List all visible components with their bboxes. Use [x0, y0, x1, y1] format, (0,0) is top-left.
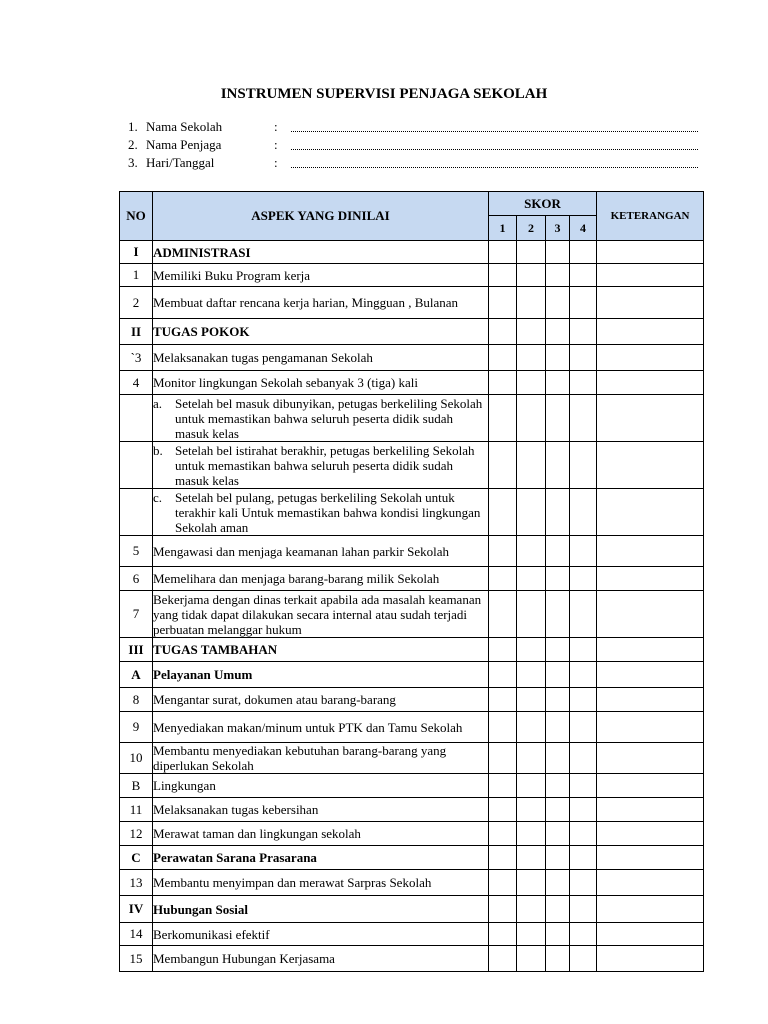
row-number: 1 — [120, 264, 153, 287]
row-number: 4 — [120, 371, 153, 395]
row-aspect: Berkomunikasi efektif — [153, 923, 489, 946]
score-cell-4[interactable] — [570, 395, 597, 442]
table-row — [120, 371, 704, 395]
score-cell-1[interactable] — [489, 712, 517, 743]
table-row — [120, 489, 704, 536]
field-fill-line[interactable] — [291, 149, 698, 150]
row-number: 7 — [120, 591, 153, 638]
keterangan-cell[interactable] — [597, 923, 704, 946]
score-cell-3[interactable] — [546, 638, 570, 662]
table-body — [120, 241, 704, 972]
header-skor-1: 1 — [489, 216, 517, 241]
keterangan-cell[interactable] — [597, 591, 704, 638]
keterangan-cell[interactable] — [597, 662, 704, 688]
header-skor-4: 4 — [570, 216, 597, 241]
row-aspect: Membuat daftar rencana kerja harian, Mingguan , Bulanan — [153, 287, 489, 319]
score-cell-2[interactable] — [517, 946, 546, 972]
score-cell-4[interactable] — [570, 774, 597, 798]
score-cell-1[interactable] — [489, 946, 517, 972]
score-cell-1[interactable] — [489, 395, 517, 442]
score-cell-2[interactable] — [517, 822, 546, 846]
score-cell-1[interactable] — [489, 264, 517, 287]
score-cell-1[interactable] — [489, 923, 517, 946]
score-cell-4[interactable] — [570, 896, 597, 923]
keterangan-cell[interactable] — [597, 822, 704, 846]
score-cell-3[interactable] — [546, 774, 570, 798]
identity-field — [128, 155, 698, 173]
table-row — [120, 345, 704, 371]
document-title: INSTRUMEN SUPERVISI PENJAGA SEKOLAH — [220, 86, 548, 102]
score-cell-1[interactable] — [489, 345, 517, 371]
row-aspect: Melaksanakan tugas kebersihan — [153, 798, 489, 822]
identity-field — [128, 137, 698, 155]
score-cell-3[interactable] — [546, 896, 570, 923]
table-row — [120, 822, 704, 846]
table-row — [120, 923, 704, 946]
score-cell-1[interactable] — [489, 567, 517, 591]
score-cell-1[interactable] — [489, 846, 517, 870]
score-cell-2[interactable] — [517, 798, 546, 822]
keterangan-cell[interactable] — [597, 287, 704, 319]
score-cell-3[interactable] — [546, 287, 570, 319]
row-aspect: Perawatan Sarana Prasarana — [153, 846, 489, 870]
row-aspect: Merawat taman dan lingkungan sekolah — [153, 822, 489, 846]
score-cell-2[interactable] — [517, 896, 546, 923]
table-row — [120, 688, 704, 712]
row-aspect: Mengantar surat, dokumen atau barang-barang — [153, 688, 489, 712]
row-number: I — [120, 241, 153, 264]
score-cell-4[interactable] — [570, 798, 597, 822]
score-cell-2[interactable] — [517, 774, 546, 798]
row-number: II — [120, 319, 153, 345]
row-aspect: Melaksanakan tugas pengamanan Sekolah — [153, 345, 489, 371]
score-cell-2[interactable] — [517, 846, 546, 870]
score-cell-3[interactable] — [546, 536, 570, 567]
keterangan-cell[interactable] — [597, 371, 704, 395]
row-letter: a. — [153, 395, 163, 411]
row-aspect: Memelihara dan menjaga barang-barang milik Sekolah — [153, 567, 489, 591]
header-skor-2: 2 — [517, 216, 546, 241]
row-number: B — [120, 774, 153, 798]
score-cell-2[interactable] — [517, 536, 546, 567]
row-text: Setelah bel masuk dibunyikan, petugas berkeliling Sekolah untuk memastikan bahwa seluruh peserta didik sudah masuk kelas — [175, 395, 483, 441]
score-cell-3[interactable] — [546, 442, 570, 489]
table-row — [120, 567, 704, 591]
table-row — [120, 712, 704, 743]
score-cell-1[interactable] — [489, 870, 517, 896]
keterangan-cell[interactable] — [597, 638, 704, 662]
score-cell-2[interactable] — [517, 489, 546, 536]
score-cell-3[interactable] — [546, 923, 570, 946]
score-cell-1[interactable] — [489, 287, 517, 319]
score-cell-3[interactable] — [546, 319, 570, 345]
row-number: 6 — [120, 567, 153, 591]
table-row — [120, 846, 704, 870]
field-label: Nama Sekolah — [146, 119, 223, 134]
row-aspect: Membantu menyimpan dan merawat Sarpras Sekolah — [153, 870, 489, 896]
keterangan-cell[interactable] — [597, 946, 704, 972]
row-aspect — [153, 489, 489, 536]
field-fill-line[interactable] — [291, 167, 698, 168]
keterangan-cell[interactable] — [597, 345, 704, 371]
score-cell-1[interactable] — [489, 896, 517, 923]
header-skor: SKOR — [489, 192, 597, 216]
identity-field — [128, 119, 698, 137]
score-cell-2[interactable] — [517, 371, 546, 395]
score-cell-2[interactable] — [517, 591, 546, 638]
row-number: 11 — [120, 798, 153, 822]
score-cell-2[interactable] — [517, 638, 546, 662]
score-cell-3[interactable] — [546, 743, 570, 774]
row-aspect: Pelayanan Umum — [153, 662, 489, 688]
table-row — [120, 743, 704, 774]
table-row — [120, 536, 704, 567]
table-row — [120, 946, 704, 972]
score-cell-2[interactable] — [517, 870, 546, 896]
row-letter: b. — [153, 442, 163, 458]
keterangan-cell[interactable] — [597, 395, 704, 442]
field-colon: : — [274, 137, 278, 152]
score-cell-3[interactable] — [546, 591, 570, 638]
field-number: 1. — [128, 119, 138, 134]
row-number: 9 — [120, 712, 153, 743]
keterangan-cell[interactable] — [597, 442, 704, 489]
score-cell-1[interactable] — [489, 241, 517, 264]
score-cell-2[interactable] — [517, 442, 546, 489]
row-number: A — [120, 662, 153, 688]
table-row — [120, 870, 704, 896]
score-cell-1[interactable] — [489, 442, 517, 489]
score-cell-1[interactable] — [489, 688, 517, 712]
row-letter: c. — [153, 489, 163, 505]
row-text: Setelah bel pulang, petugas berkeliling Sekolah untuk terakhir kali Untuk memastikan bahwa kondisi lingkungan Sekolah aman — [175, 489, 481, 535]
score-cell-4[interactable] — [570, 241, 597, 264]
table-row — [120, 395, 704, 442]
field-fill-line[interactable] — [291, 131, 698, 132]
row-aspect: Hubungan Sosial — [153, 896, 489, 923]
score-cell-1[interactable] — [489, 319, 517, 345]
keterangan-cell[interactable] — [597, 870, 704, 896]
score-cell-4[interactable] — [570, 345, 597, 371]
score-cell-1[interactable] — [489, 743, 517, 774]
field-label: Nama Penjaga — [146, 137, 222, 152]
score-cell-4[interactable] — [570, 946, 597, 972]
score-cell-3[interactable] — [546, 567, 570, 591]
row-number: 2 — [120, 287, 153, 319]
field-label: Hari/Tanggal — [146, 155, 215, 170]
score-cell-2[interactable] — [517, 395, 546, 442]
keterangan-cell[interactable] — [597, 319, 704, 345]
score-cell-1[interactable] — [489, 822, 517, 846]
table-row — [120, 264, 704, 287]
score-cell-4[interactable] — [570, 264, 597, 287]
row-aspect: ADMINISTRASI — [153, 241, 489, 264]
row-number: 10 — [120, 743, 153, 774]
score-cell-4[interactable] — [570, 442, 597, 489]
score-cell-4[interactable] — [570, 688, 597, 712]
score-cell-2[interactable] — [517, 712, 546, 743]
score-cell-2[interactable] — [517, 567, 546, 591]
score-cell-2[interactable] — [517, 287, 546, 319]
keterangan-cell[interactable] — [597, 712, 704, 743]
score-cell-3[interactable] — [546, 395, 570, 442]
score-cell-4[interactable] — [570, 743, 597, 774]
field-colon: : — [274, 155, 278, 170]
score-cell-4[interactable] — [570, 591, 597, 638]
field-colon: : — [274, 119, 278, 134]
row-text: Setelah bel istirahat berakhir, petugas berkeliling Sekolah untuk memastikan bahwa seluruh peserta didik sudah masuk kelas — [175, 442, 475, 488]
score-cell-3[interactable] — [546, 798, 570, 822]
score-cell-4[interactable] — [570, 822, 597, 846]
row-number: 13 — [120, 870, 153, 896]
table-row — [120, 798, 704, 822]
row-aspect: Menyediakan makan/minum untuk PTK dan Tamu Sekolah — [153, 712, 489, 743]
row-aspect: Bekerjama dengan dinas terkait apabila ada masalah keamanan yang tidak dapat dilakukan secara internal atau sudah terjadi perbuatan melanggar hukum — [153, 591, 489, 638]
table-row — [120, 638, 704, 662]
row-aspect: Membantu menyediakan kebutuhan barang-barang yang diperlukan Sekolah — [153, 743, 489, 774]
score-cell-3[interactable] — [546, 371, 570, 395]
score-cell-1[interactable] — [489, 536, 517, 567]
field-number: 3. — [128, 155, 138, 170]
score-cell-4[interactable] — [570, 567, 597, 591]
score-cell-1[interactable] — [489, 774, 517, 798]
score-cell-3[interactable] — [546, 712, 570, 743]
score-cell-2[interactable] — [517, 743, 546, 774]
header-keterangan: KETERANGAN — [597, 192, 704, 241]
table-row — [120, 442, 704, 489]
field-number: 2. — [128, 137, 138, 152]
score-cell-4[interactable] — [570, 923, 597, 946]
row-aspect: Memiliki Buku Program kerja — [153, 264, 489, 287]
score-cell-2[interactable] — [517, 319, 546, 345]
row-number: 14 — [120, 923, 153, 946]
header-aspek: ASPEK YANG DINILAI — [153, 192, 489, 241]
row-aspect: TUGAS TAMBAHAN — [153, 638, 489, 662]
keterangan-cell[interactable] — [597, 688, 704, 712]
score-cell-4[interactable] — [570, 536, 597, 567]
row-number: 12 — [120, 822, 153, 846]
score-cell-2[interactable] — [517, 662, 546, 688]
score-cell-4[interactable] — [570, 712, 597, 743]
row-number: 8 — [120, 688, 153, 712]
row-number — [120, 442, 153, 489]
keterangan-cell[interactable] — [597, 846, 704, 870]
row-aspect — [153, 442, 489, 489]
keterangan-cell[interactable] — [597, 774, 704, 798]
supervision-table — [119, 191, 704, 972]
score-cell-2[interactable] — [517, 345, 546, 371]
score-cell-1[interactable] — [489, 489, 517, 536]
score-cell-3[interactable] — [546, 822, 570, 846]
table-row — [120, 287, 704, 319]
keterangan-cell[interactable] — [597, 798, 704, 822]
row-number: 5 — [120, 536, 153, 567]
score-cell-3[interactable] — [546, 489, 570, 536]
score-cell-4[interactable] — [570, 870, 597, 896]
row-aspect: Mengawasi dan menjaga keamanan lahan parkir Sekolah — [153, 536, 489, 567]
header-skor-3: 3 — [546, 216, 570, 241]
row-number: IV — [120, 896, 153, 923]
row-number: III — [120, 638, 153, 662]
score-cell-3[interactable] — [546, 846, 570, 870]
keterangan-cell[interactable] — [597, 241, 704, 264]
table-row — [120, 896, 704, 923]
row-aspect: Membangun Hubungan Kerjasama — [153, 946, 489, 972]
header-no: NO — [120, 192, 153, 241]
score-cell-4[interactable] — [570, 489, 597, 536]
keterangan-cell[interactable] — [597, 896, 704, 923]
score-cell-3[interactable] — [546, 870, 570, 896]
score-cell-3[interactable] — [546, 688, 570, 712]
score-cell-3[interactable] — [546, 241, 570, 264]
score-cell-2[interactable] — [517, 241, 546, 264]
row-number: C — [120, 846, 153, 870]
score-cell-1[interactable] — [489, 371, 517, 395]
row-aspect — [153, 395, 489, 442]
score-cell-4[interactable] — [570, 287, 597, 319]
keterangan-cell[interactable] — [597, 567, 704, 591]
keterangan-cell[interactable] — [597, 489, 704, 536]
score-cell-3[interactable] — [546, 946, 570, 972]
score-cell-3[interactable] — [546, 345, 570, 371]
score-cell-2[interactable] — [517, 264, 546, 287]
score-cell-4[interactable] — [570, 662, 597, 688]
keterangan-cell[interactable] — [597, 743, 704, 774]
score-cell-2[interactable] — [517, 688, 546, 712]
score-cell-1[interactable] — [489, 662, 517, 688]
keterangan-cell[interactable] — [597, 264, 704, 287]
keterangan-cell[interactable] — [597, 536, 704, 567]
score-cell-1[interactable] — [489, 591, 517, 638]
table-row — [120, 591, 704, 638]
row-number — [120, 489, 153, 536]
row-aspect: Monitor lingkungan Sekolah sebanyak 3 (tiga) kali — [153, 371, 489, 395]
row-number — [120, 395, 153, 442]
score-cell-2[interactable] — [517, 923, 546, 946]
score-cell-4[interactable] — [570, 319, 597, 345]
score-cell-1[interactable] — [489, 798, 517, 822]
row-aspect: TUGAS POKOK — [153, 319, 489, 345]
table-row — [120, 662, 704, 688]
row-aspect: Lingkungan — [153, 774, 489, 798]
row-number: 15 — [120, 946, 153, 972]
table-row — [120, 774, 704, 798]
row-number: `3 — [120, 345, 153, 371]
score-cell-4[interactable] — [570, 638, 597, 662]
score-cell-4[interactable] — [570, 371, 597, 395]
score-cell-3[interactable] — [546, 264, 570, 287]
score-cell-1[interactable] — [489, 638, 517, 662]
score-cell-3[interactable] — [546, 662, 570, 688]
table-row — [120, 319, 704, 345]
score-cell-4[interactable] — [570, 846, 597, 870]
table-row — [120, 241, 704, 264]
